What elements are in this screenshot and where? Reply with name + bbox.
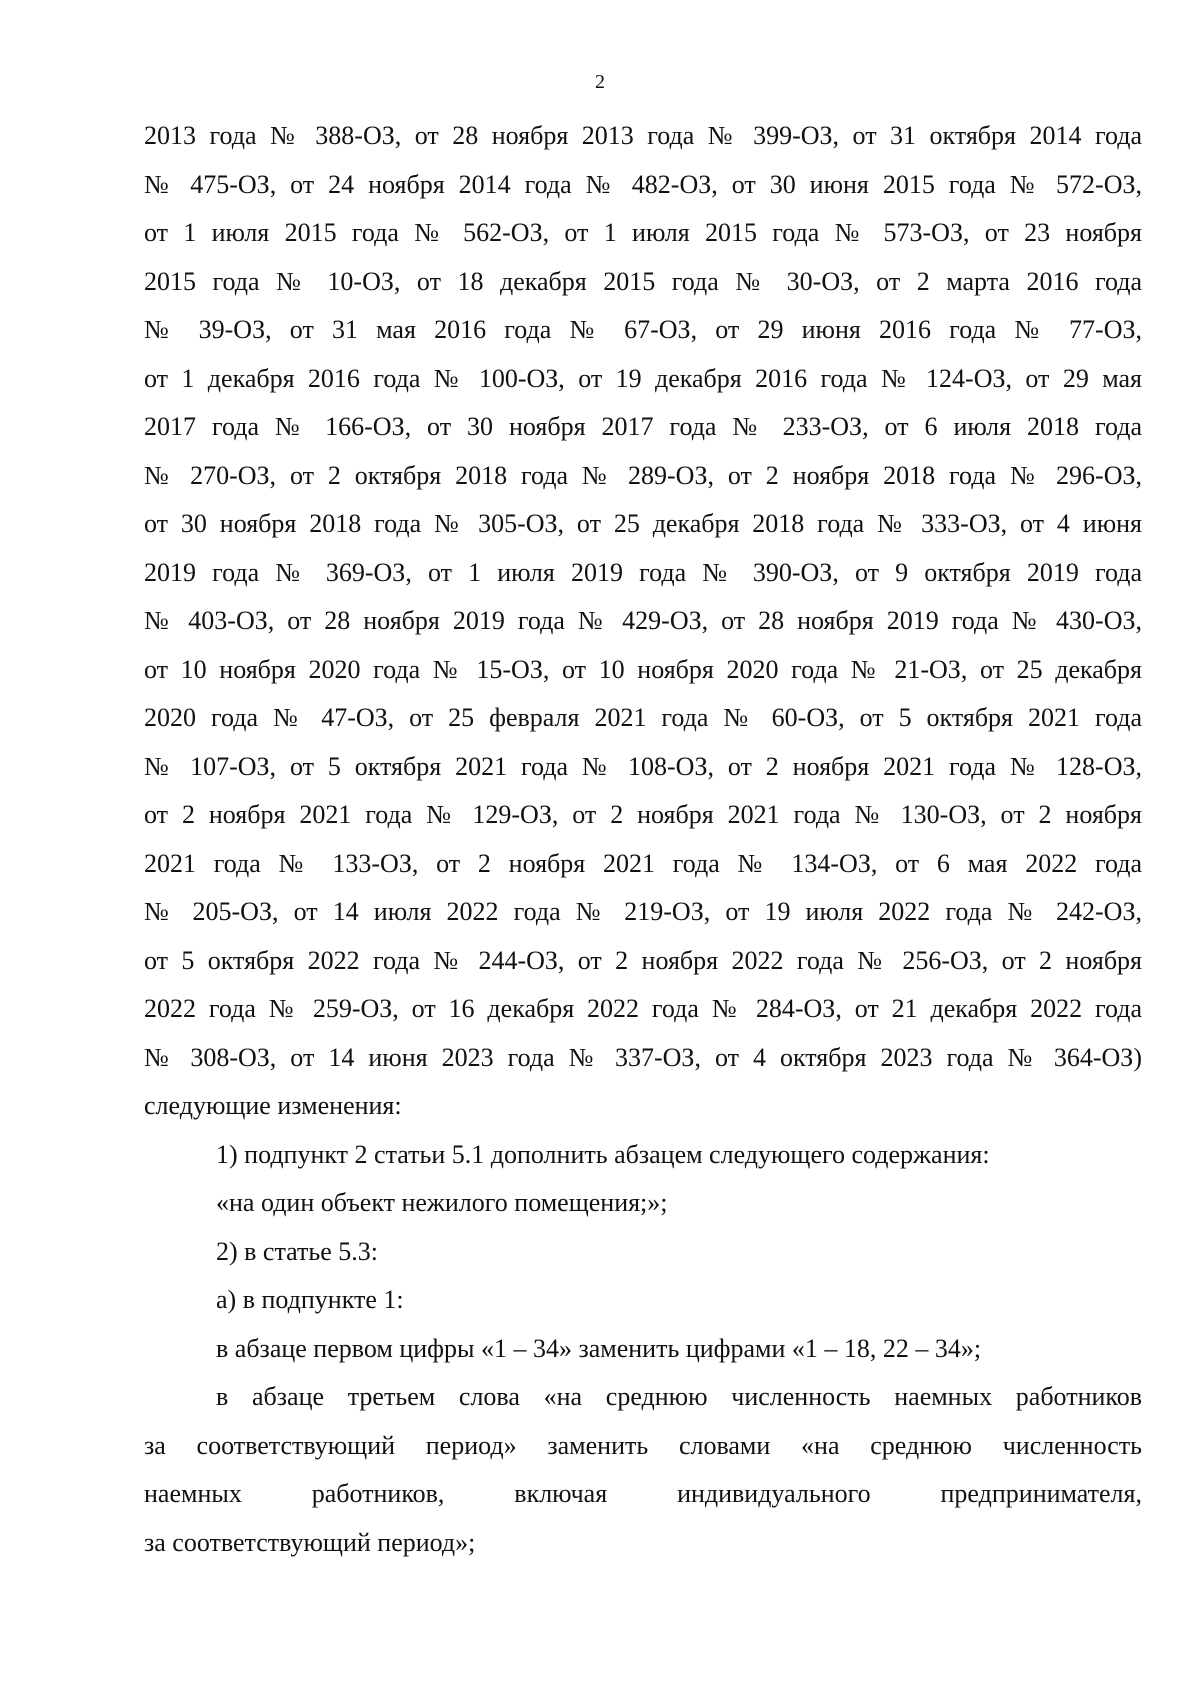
text-line: № 475-ОЗ, от 24 ноября 2014 года № 482-ОЗ, от 30 июня 2015 года № 572-ОЗ,: [144, 169, 1142, 199]
text-line: № 205-ОЗ, от 14 июля 2022 года № 219-ОЗ, от 19 июля 2022 года № 242-ОЗ,: [144, 897, 1142, 926]
amendment-item-2: 2) в статье 5.3:: [216, 1236, 379, 1266]
quoted-text-line: «на один объект нежилого помещения;»;: [216, 1188, 668, 1217]
text-line: в абзаце третьем слова «на среднюю численность наемных работников: [216, 1382, 1142, 1411]
text-line: следующие изменения:: [144, 1091, 402, 1120]
text-line: за соответствующий период» заменить словами «на среднюю численность: [144, 1430, 1142, 1460]
text-line: 2019 года № 369-ОЗ, от 1 июля 2019 года № 390-ОЗ, от 9 октября 2019 года: [144, 557, 1142, 587]
text-line: № 403-ОЗ, от 28 ноября 2019 года № 429-ОЗ, от 28 ноября 2019 года № 430-ОЗ,: [144, 606, 1142, 635]
text-line: от 2 ноября 2021 года № 129-ОЗ, от 2 ноября 2021 года № 130-ОЗ, от 2 ноября: [144, 800, 1142, 829]
text-line: 2017 года № 166-ОЗ, от 30 ноября 2017 года № 233-ОЗ, от 6 июля 2018 года: [144, 412, 1142, 441]
text-line: 2013 года № 388-ОЗ, от 28 ноября 2013 года № 399-ОЗ, от 31 октября 2014 года: [144, 121, 1142, 150]
text-line: № 39-ОЗ, от 31 мая 2016 года № 67-ОЗ, от 29 июня 2016 года № 77-ОЗ,: [144, 315, 1142, 344]
text-line: № 308-ОЗ, от 14 июня 2023 года № 337-ОЗ, от 4 октября 2023 года № 364-ОЗ): [144, 1042, 1142, 1072]
text-line: 2022 года № 259-ОЗ, от 16 декабря 2022 года № 284-ОЗ, от 21 декабря 2022 года: [144, 994, 1142, 1023]
text-line: в абзаце первом цифры «1 – 34» заменить цифрами «1 – 18, 22 – 34»;: [216, 1333, 982, 1363]
text-line: от 30 ноября 2018 года № 305-ОЗ, от 25 декабря 2018 года № 333-ОЗ, от 4 июня: [144, 509, 1142, 538]
text-line: от 1 июля 2015 года № 562-ОЗ, от 1 июля 2015 года № 573-ОЗ, от 23 ноября: [144, 218, 1142, 247]
text-line: № 107-ОЗ, от 5 октября 2021 года № 108-ОЗ, от 2 ноября 2021 года № 128-ОЗ,: [144, 751, 1142, 781]
document-body: [144, 112, 1142, 1567]
sub-item-a: а) в подпункте 1:: [216, 1285, 404, 1314]
text-line: от 10 ноября 2020 года № 15-ОЗ, от 10 ноября 2020 года № 21-ОЗ, от 25 декабря: [144, 654, 1142, 684]
text-line: 2021 года № 133-ОЗ, от 2 ноября 2021 года № 134-ОЗ, от 6 мая 2022 года: [144, 848, 1142, 878]
text-line: 2020 года № 47-ОЗ, от 25 февраля 2021 года № 60-ОЗ, от 5 октября 2021 года: [144, 703, 1142, 732]
page-number: 2: [595, 71, 605, 93]
text-line: 2015 года № 10-ОЗ, от 18 декабря 2015 года № 30-ОЗ, от 2 марта 2016 года: [144, 266, 1142, 296]
amendment-item-1: 1) подпункт 2 статьи 5.1 дополнить абзацем следующего содержания:: [216, 1139, 990, 1169]
text-line: за соответствующий период»;: [144, 1527, 476, 1557]
text-line: от 5 октября 2022 года № 244-ОЗ, от 2 ноября 2022 года № 256-ОЗ, от 2 ноября: [144, 945, 1142, 975]
text-line: № 270-ОЗ, от 2 октября 2018 года № 289-ОЗ, от 2 ноября 2018 года № 296-ОЗ,: [144, 460, 1142, 490]
text-line: от 1 декабря 2016 года № 100-ОЗ, от 19 декабря 2016 года № 124-ОЗ, от 29 мая: [144, 363, 1142, 393]
text-line: наемных работников, включая индивидуального предпринимателя,: [144, 1479, 1142, 1508]
